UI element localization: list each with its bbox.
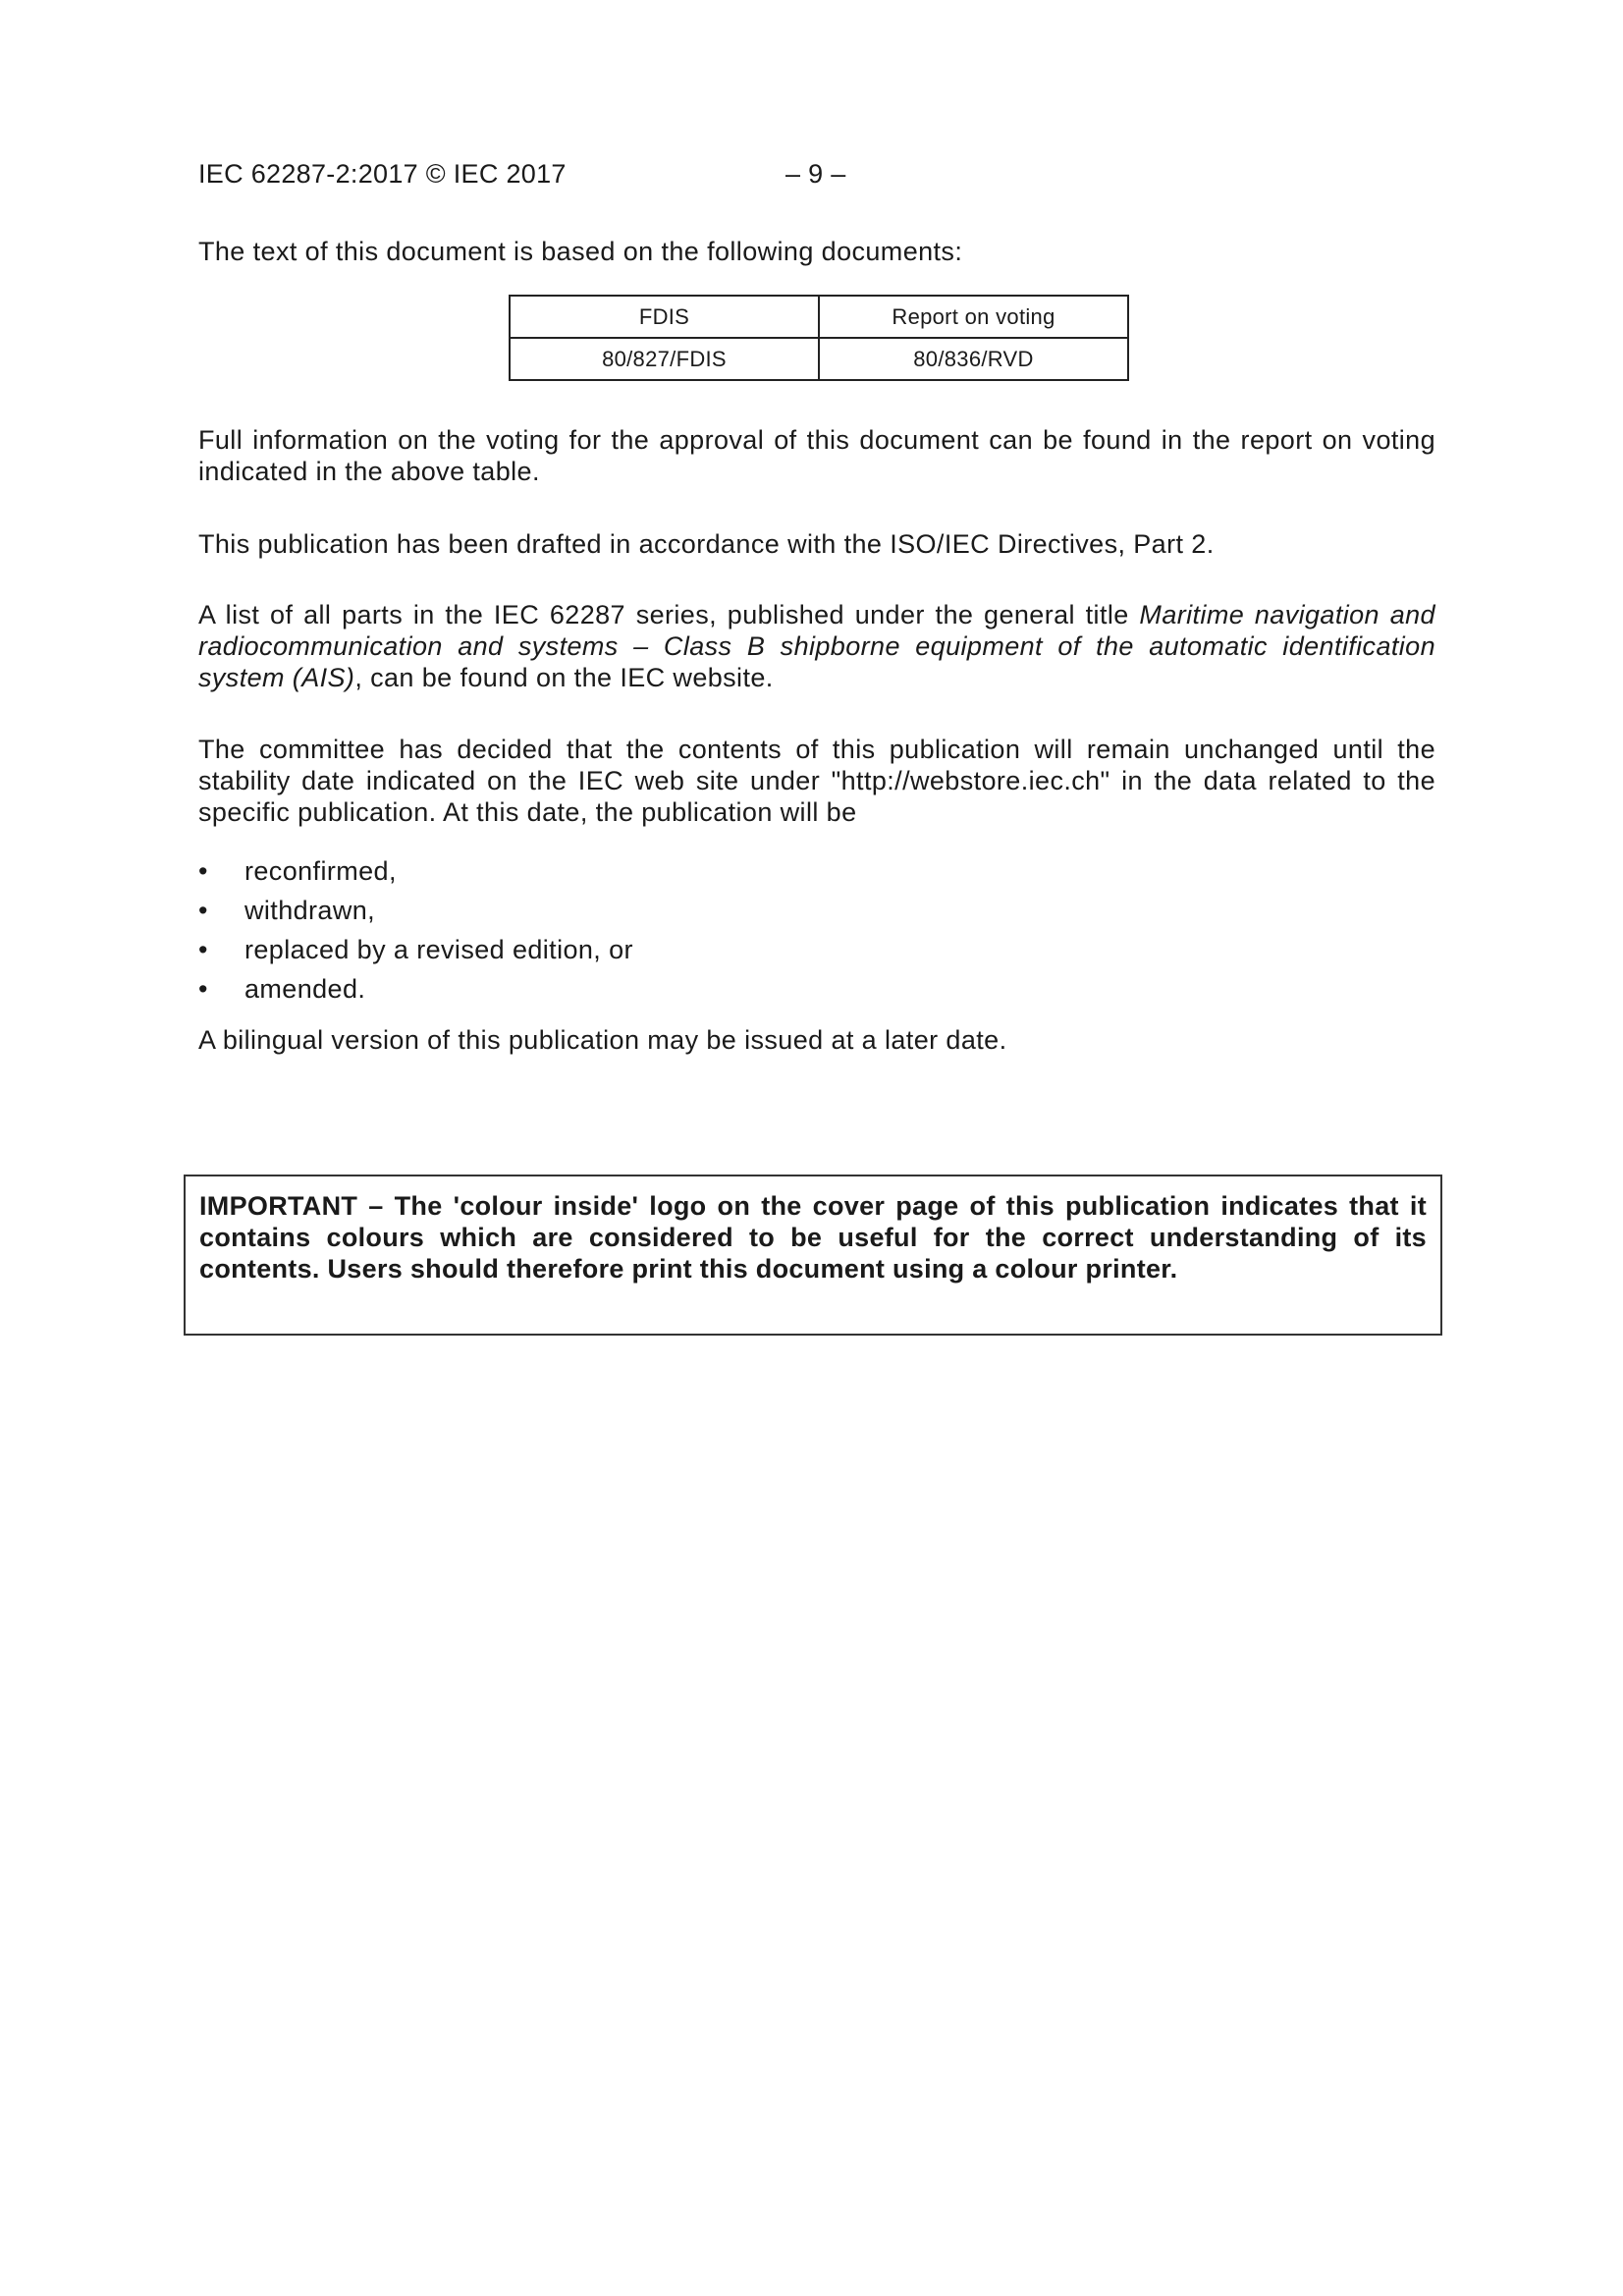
parts-list-start: A list of all parts in the IEC 62287 series, published under the general title [198, 600, 1140, 629]
bullet-icon: • [198, 935, 208, 964]
page-number: – 9 – [785, 159, 846, 189]
document-body [198, 236, 1435, 1056]
list-item [198, 895, 1435, 926]
committee-paragraph: The committee has decided that the contents of this publication will remain unchanged until the stability date indicated on the IEC web site under "http://webstore.iec.ch" in the data related to the specific publication. At this date, the publication will be [198, 735, 1435, 827]
important-notice-text: IMPORTANT – The 'colour inside' logo on the cover page of this publication indicates that it contains colours which are considered to be useful for the correct understanding of its contents. Users should therefore print this document using a colour printer. [199, 1191, 1427, 1284]
table-header-fdis: FDIS [510, 296, 819, 338]
parts-list-end: , can be found on the IEC website. [354, 663, 774, 692]
document-id: IEC 62287-2:2017 © IEC 2017 [198, 159, 567, 189]
table-cell-fdis: 80/827/FDIS [510, 338, 819, 380]
table-row [510, 338, 1128, 380]
table-header-report: Report on voting [819, 296, 1128, 338]
bullet-icon: • [198, 896, 208, 925]
publication-options-list [198, 855, 1435, 1005]
list-item-text: replaced by a revised edition, or [244, 935, 633, 964]
page-header [198, 159, 1435, 194]
intro-paragraph: The text of this document is based on the following documents: [198, 237, 963, 266]
table-header-row [510, 296, 1128, 338]
list-item-text: withdrawn, [244, 896, 376, 925]
voting-info-paragraph: Full information on the voting for the approval of this document can be found in the report on voting indicated in the above table. [198, 425, 1435, 486]
table-cell-rvd: 80/836/RVD [819, 338, 1128, 380]
bullet-icon: • [198, 974, 208, 1004]
bilingual-paragraph: A bilingual version of this publication may be issued at a later date. [198, 1025, 1007, 1055]
list-item-text: amended. [244, 974, 366, 1004]
bullet-icon: • [198, 856, 208, 886]
important-notice-box [184, 1175, 1442, 1336]
voting-table [509, 295, 1129, 381]
series-title: Maritime navigation and radiocommunication and systems – Class B shipborne equipment of the automatic identification system (AIS) [198, 600, 1435, 692]
drafting-paragraph: This publication has been drafted in accordance with the ISO/IEC Directives, Part 2. [198, 529, 1215, 559]
list-item [198, 973, 1435, 1005]
list-item [198, 934, 1435, 965]
list-item [198, 855, 1435, 887]
parts-list-paragraph [198, 599, 1435, 693]
list-item-text: reconfirmed, [244, 856, 397, 886]
